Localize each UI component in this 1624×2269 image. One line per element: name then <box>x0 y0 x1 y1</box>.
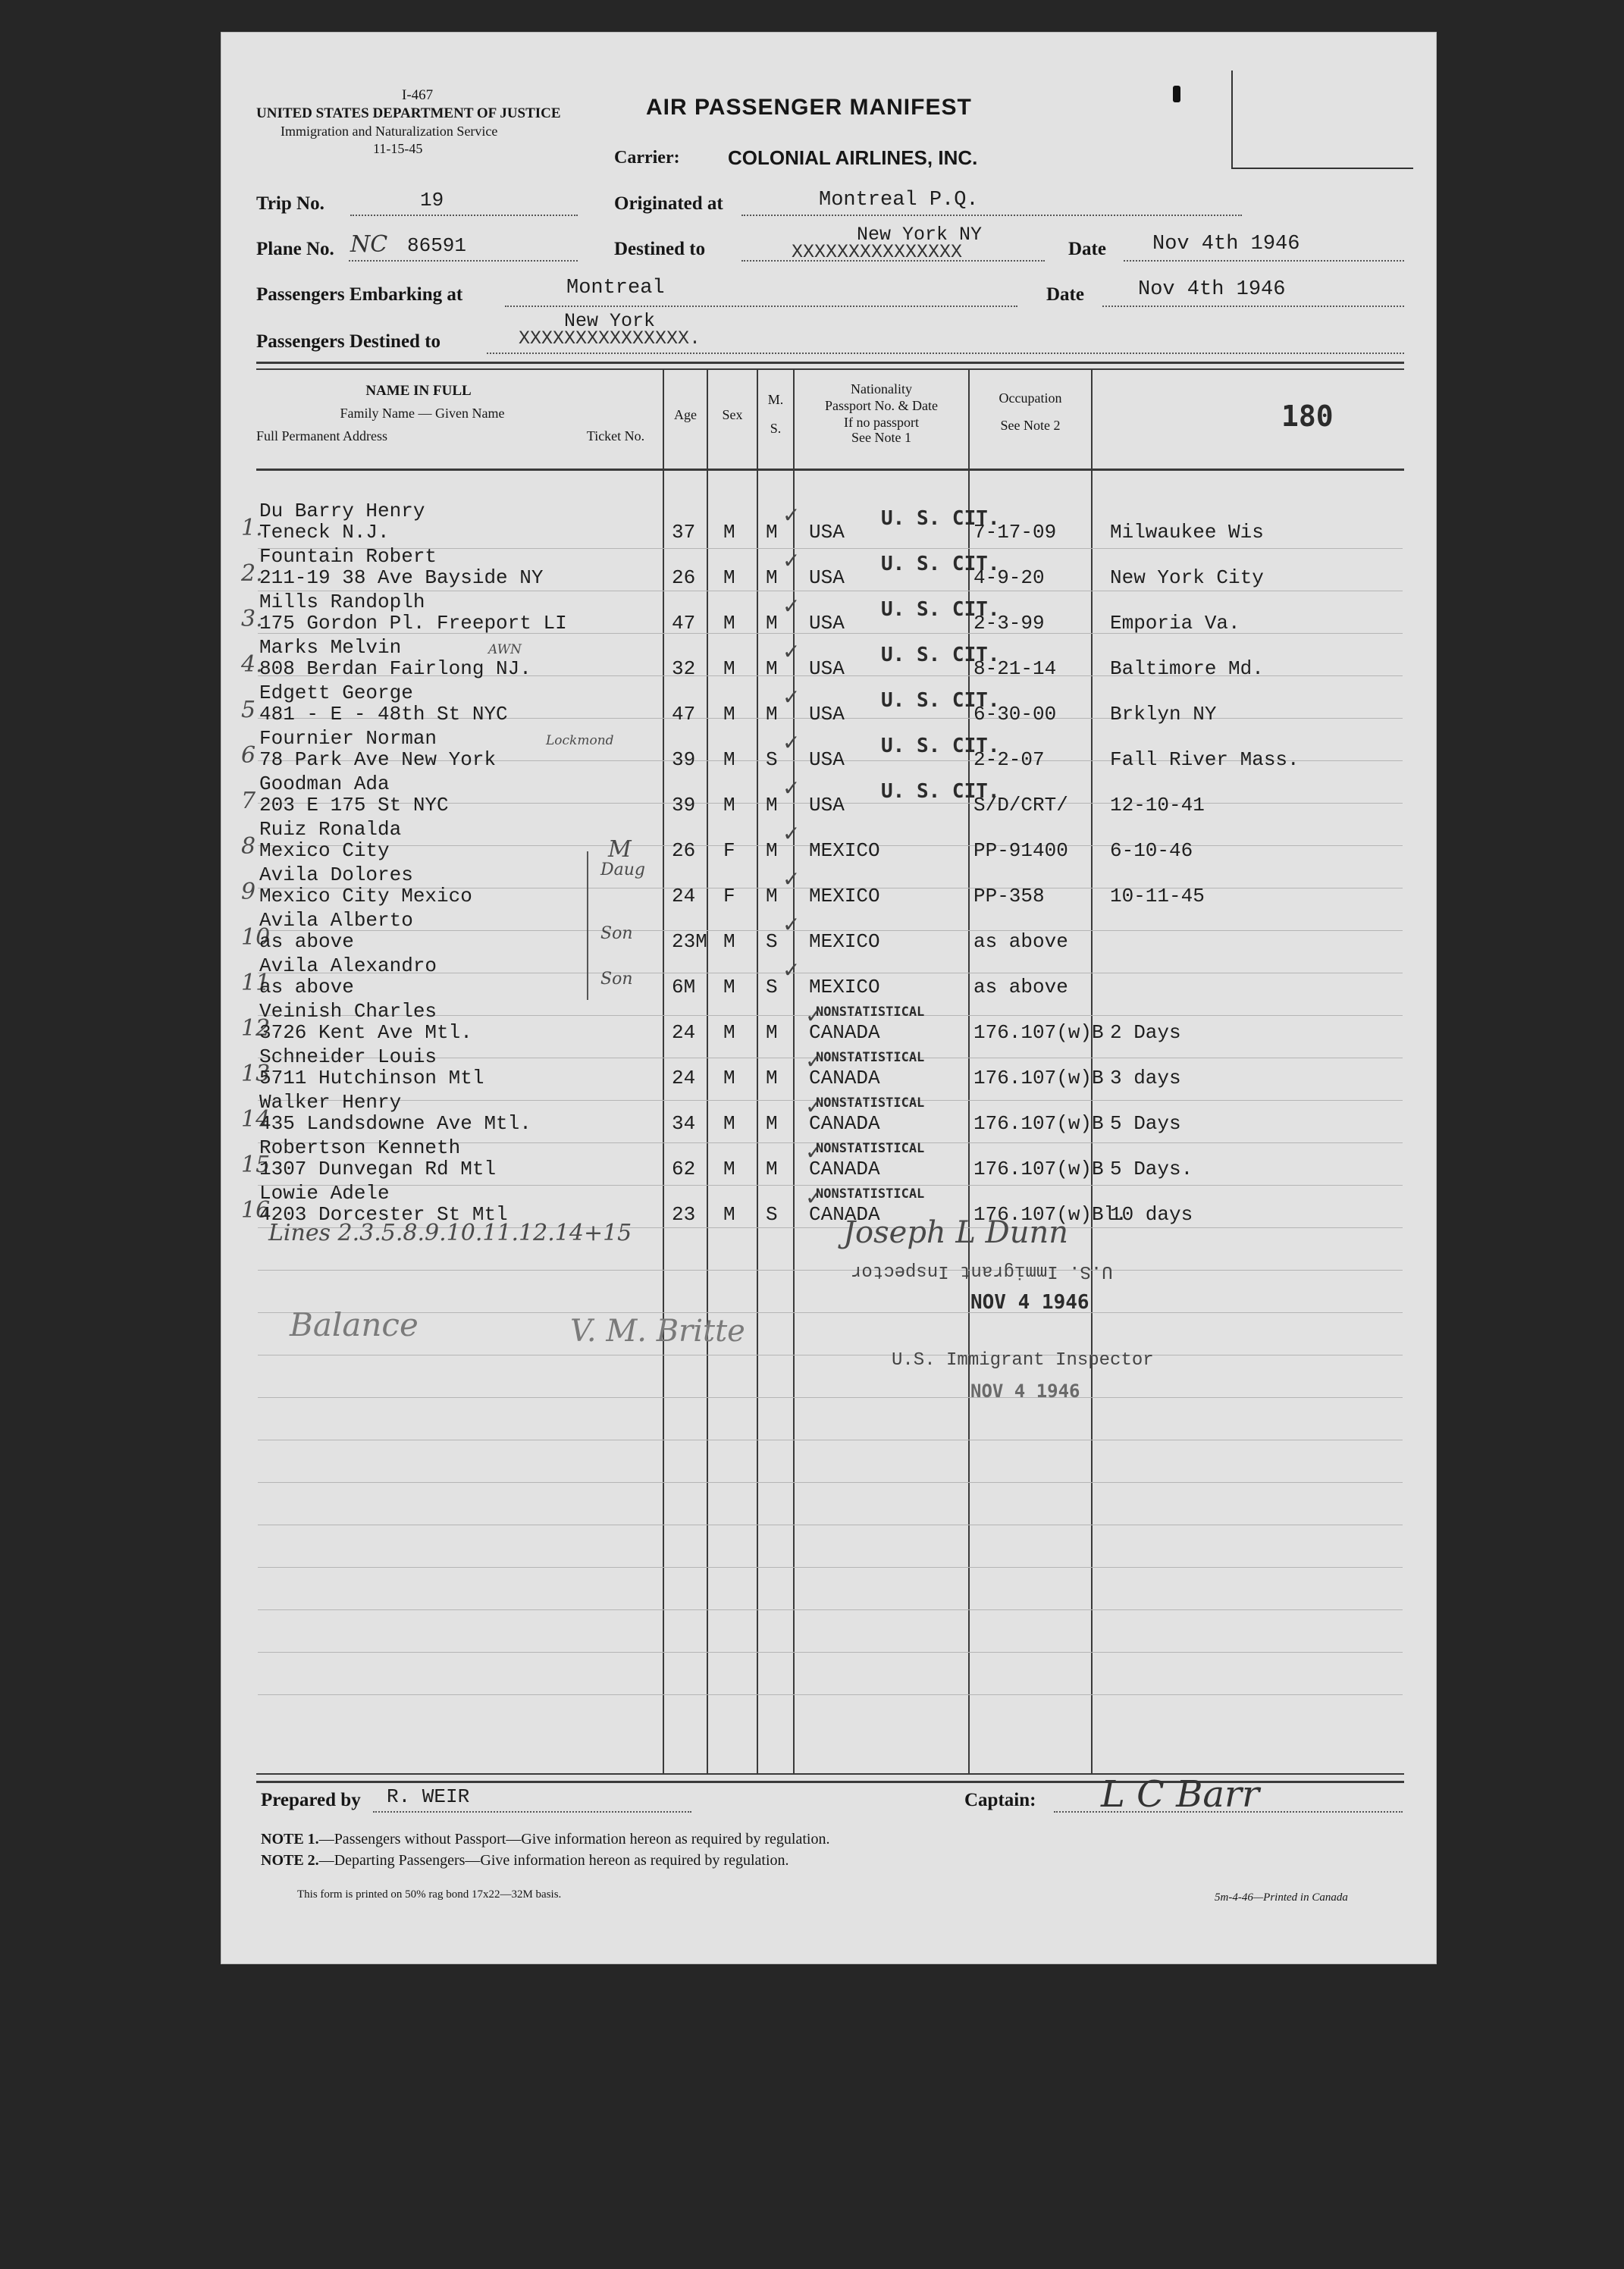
row-guide-line <box>258 1312 1403 1313</box>
inspector-stamp-upside: U.S. Immigrant Inspector <box>851 1261 1113 1281</box>
passenger-sex: M <box>723 703 735 726</box>
manifest-page <box>221 33 1436 1963</box>
passenger-address: Teneck N.J. <box>259 521 390 544</box>
passenger-name: Walker Henry <box>259 1091 402 1114</box>
passenger-row <box>221 865 1436 910</box>
passenger-age: 47 <box>672 703 696 726</box>
check-mark: ✓ <box>782 594 801 619</box>
passenger-row <box>221 501 1436 547</box>
passenger-row <box>221 729 1436 774</box>
citizenship-stamp: U. S. CIT. <box>881 553 1000 575</box>
header-name-sub: Family Name — Given Name <box>340 406 505 421</box>
header-sex: Sex <box>722 407 743 422</box>
passenger-occupation: Brklyn NY <box>1110 703 1217 726</box>
originated-value: Montreal P.Q. <box>819 189 979 212</box>
lines-note: Lines 2.3.5.8.9.10.11.12.14+15 <box>268 1220 632 1246</box>
trip-number: 19 <box>420 189 444 212</box>
print-note: This form is printed on 50% rag bond 17x22—32M basis. <box>297 1888 562 1901</box>
passenger-occupation: 10-11-45 <box>1110 885 1205 907</box>
passenger-nationality: MEXICO <box>809 930 880 953</box>
passenger-sex: F <box>723 839 735 862</box>
passenger-occupation: 3 days <box>1110 1067 1181 1089</box>
row-guide-line <box>258 1482 1403 1483</box>
passenger-age: 26 <box>672 566 696 589</box>
row-number: 6 <box>241 742 256 769</box>
passenger-nationality: MEXICO <box>809 885 880 907</box>
passenger-marital: M <box>766 1158 778 1180</box>
row-guide-line <box>258 1397 1403 1398</box>
passenger-address: 808 Berdan Fairlong NJ. <box>259 657 531 680</box>
date-value-2: Nov 4th 1946 <box>1138 278 1286 301</box>
check-mark: ✓ <box>782 957 801 983</box>
header-nat-2: Passport No. & Date <box>825 398 938 413</box>
passenger-address: 211-19 38 Ave Bayside NY <box>259 566 544 589</box>
passenger-row <box>221 956 1436 1001</box>
passenger-nationality: USA <box>809 657 845 680</box>
embarking-label: Passengers Embarking at <box>256 284 463 305</box>
note-1-label: NOTE 1. <box>261 1831 319 1847</box>
date-line-1 <box>1124 260 1404 262</box>
check-mark: ✓ <box>805 1048 823 1073</box>
passenger-passport: 8-21-14 <box>973 657 1057 680</box>
passenger-name: Lowie Adele <box>259 1182 390 1205</box>
row-number: 15 <box>241 1152 271 1178</box>
note-1 <box>261 1831 829 1848</box>
passenger-passport: 4-9-20 <box>973 566 1045 589</box>
row-number: 2. <box>241 560 263 587</box>
passenger-sex: M <box>723 1021 735 1044</box>
passenger-passport: as above <box>973 976 1068 998</box>
trip-label: Trip No. <box>256 193 324 214</box>
passenger-name: Avila Alexandro <box>259 954 437 977</box>
header-name-title: NAME IN FULL <box>365 383 472 399</box>
passenger-occupation: 2 Days <box>1110 1021 1181 1044</box>
row-number: 7 <box>241 788 256 814</box>
citizenship-stamp: U. S. CIT. <box>881 644 1000 666</box>
table-top-rule-2 <box>256 368 1404 370</box>
passenger-row <box>221 1138 1436 1183</box>
row-number: 14 <box>241 1106 271 1133</box>
passenger-address: 5711 Hutchinson Mtl <box>259 1067 484 1089</box>
passenger-passport: 176.107(w)B <box>973 1067 1104 1089</box>
row-guide-line <box>258 1652 1403 1653</box>
row-number: 1. <box>241 515 263 541</box>
plane-number: 86591 <box>407 234 467 257</box>
date-stamp-2: NOV 4 1946 <box>970 1381 1080 1402</box>
passenger-marital: M <box>766 657 778 680</box>
passenger-sex: M <box>723 1203 735 1226</box>
passenger-sex: M <box>723 566 735 589</box>
row-number: 4. <box>241 651 263 678</box>
passenger-marital: S <box>766 748 778 771</box>
passenger-sex: M <box>723 1158 735 1180</box>
passenger-marital: M <box>766 566 778 589</box>
passenger-address: 3726 Kent Ave Mtl. <box>259 1021 472 1044</box>
destined-label: Destined to <box>614 239 706 259</box>
passenger-sex: M <box>723 521 735 544</box>
passenger-age: 23 <box>672 1203 696 1226</box>
passenger-age: 47 <box>672 612 696 635</box>
header-ms-s: S. <box>770 421 782 436</box>
passenger-row <box>221 683 1436 729</box>
passenger-sex: M <box>723 657 735 680</box>
row-number: 13 <box>241 1061 271 1087</box>
passenger-address: 203 E 175 St NYC <box>259 794 449 816</box>
passenger-passport: PP-91400 <box>973 839 1068 862</box>
captain-label: Captain: <box>964 1790 1036 1810</box>
embarking-value: Montreal <box>566 277 665 299</box>
passenger-occupation: 5 Days <box>1110 1112 1181 1135</box>
department-name: UNITED STATES DEPARTMENT OF JUSTICE <box>256 105 561 121</box>
passenger-occupation: 10 days <box>1110 1203 1193 1226</box>
passenger-passport: 2-3-99 <box>973 612 1045 635</box>
passenger-marital: M <box>766 1067 778 1089</box>
passenger-marital: M <box>766 1021 778 1044</box>
date-stamp-1: NOV 4 1946 <box>970 1291 1089 1314</box>
header-address: Full Permanent Address <box>256 428 387 443</box>
passenger-age: 34 <box>672 1112 696 1135</box>
check-mark: ✓ <box>782 867 801 892</box>
balance-signature: V. M. Britte <box>570 1314 745 1349</box>
passenger-address: 1307 Dunvegan Rd Mtl <box>259 1158 497 1180</box>
prepared-label: Prepared by <box>261 1790 361 1810</box>
check-mark: ✓ <box>782 503 801 528</box>
passenger-passport: 176.107(w)Bl. <box>973 1203 1127 1226</box>
passenger-age: 39 <box>672 794 696 816</box>
passenger-passport: 176.107(w)B <box>973 1158 1104 1180</box>
passenger-sex: M <box>723 930 735 953</box>
passenger-passport: S/D/CRT/ <box>973 794 1068 816</box>
citizenship-stamp: U. S. CIT. <box>881 507 1000 530</box>
passenger-address: 435 Landsdowne Ave Mtl. <box>259 1112 531 1135</box>
row-guide-line <box>258 1694 1403 1695</box>
passenger-row <box>221 1092 1436 1138</box>
side-note-mother: M <box>608 836 632 863</box>
form-number: I-467 <box>402 87 434 103</box>
passenger-sex: M <box>723 976 735 998</box>
row-number: 10 <box>241 924 271 951</box>
destined-struck: XXXXXXXXXXXXXXX <box>792 241 963 263</box>
header-occ-1: Occupation <box>999 390 1062 406</box>
passenger-nationality: CANADA <box>809 1203 880 1226</box>
corner-box <box>1231 71 1233 169</box>
check-mark: ✓ <box>805 1139 823 1164</box>
passenger-name: Ruiz Ronalda <box>259 818 402 841</box>
header-ticket: Ticket No. <box>586 428 645 443</box>
passenger-marital: M <box>766 885 778 907</box>
citizenship-stamp: NONSTATISTICAL <box>816 1004 925 1020</box>
passenger-sex: M <box>723 1067 735 1089</box>
trip-line <box>350 215 578 216</box>
passenger-marital: M <box>766 612 778 635</box>
passenger-age: 39 <box>672 748 696 771</box>
passenger-marital: M <box>766 521 778 544</box>
prepared-line <box>373 1811 691 1813</box>
passenger-row <box>221 1047 1436 1092</box>
citizenship-stamp: NONSTATISTICAL <box>816 1050 925 1065</box>
passenger-occupation: 12-10-41 <box>1110 794 1205 816</box>
passenger-marital: M <box>766 703 778 726</box>
citizenship-stamp: U. S. CIT. <box>881 780 1000 803</box>
passenger-sex: F <box>723 885 735 907</box>
header-nat-1: Nationality <box>851 381 912 396</box>
passenger-nationality: CANADA <box>809 1112 880 1135</box>
passenger-nationality: CANADA <box>809 1158 880 1180</box>
check-mark: ✓ <box>782 776 801 801</box>
form-date: 11-15-45 <box>373 141 423 156</box>
note-1-text: —Passengers without Passport—Give information hereon as required by regulation. <box>318 1831 830 1847</box>
header-age: Age <box>674 407 697 422</box>
side-note-daughter: Daug <box>600 860 646 879</box>
passenger-name: Fournier Norman <box>259 727 437 750</box>
note-2-label: NOTE 2. <box>261 1852 319 1869</box>
passenger-age: 23M <box>672 930 707 953</box>
passenger-passport: 176.107(w)B <box>973 1112 1104 1135</box>
passenger-address: Mexico City Mexico <box>259 885 472 907</box>
row-number: 8 <box>241 833 256 860</box>
carrier-label: Carrier: <box>614 148 680 168</box>
passenger-passport: 7-17-09 <box>973 521 1057 544</box>
header-occ-2: See Note 2 <box>1000 418 1061 433</box>
citizenship-stamp: NONSTATISTICAL <box>816 1141 925 1156</box>
passenger-sex: M <box>723 794 735 816</box>
passenger-passport: 176.107(w)B <box>973 1021 1104 1044</box>
passenger-address: as above <box>259 976 354 998</box>
captain-signature: L C Barr <box>1101 1773 1259 1816</box>
passenger-age: 24 <box>672 1067 696 1089</box>
passenger-name: Fountain Robert <box>259 545 437 568</box>
side-note-son-1: Son <box>600 924 633 943</box>
passenger-name: Robertson Kenneth <box>259 1136 461 1159</box>
pass-destined-label: Passengers Destined to <box>256 331 441 352</box>
passenger-age: 24 <box>672 885 696 907</box>
date-value-1: Nov 4th 1946 <box>1152 233 1300 255</box>
pass-destined-struck: XXXXXXXXXXXXXXX. <box>519 328 701 349</box>
row-number: 11 <box>241 970 271 996</box>
passenger-name: Du Barry Henry <box>259 500 425 522</box>
row-number: 9 <box>241 879 256 905</box>
check-mark: ✓ <box>805 1003 823 1028</box>
passenger-passport: 6-30-00 <box>973 703 1057 726</box>
passenger-age: 32 <box>672 657 696 680</box>
check-mark: ✓ <box>782 912 801 937</box>
passenger-nationality: CANADA <box>809 1021 880 1044</box>
passenger-nationality: USA <box>809 748 845 771</box>
passenger-name: Marks Melvin <box>259 636 402 659</box>
row-guide-line <box>258 1609 1403 1610</box>
service-name: Immigration and Naturalization Service <box>281 124 498 139</box>
passenger-marital: M <box>766 839 778 862</box>
passenger-passport: as above <box>973 930 1068 953</box>
passenger-address: 78 Park Ave New York <box>259 748 497 771</box>
passenger-row <box>221 547 1436 592</box>
passenger-occupation: Baltimore Md. <box>1110 657 1264 680</box>
passenger-marital: S <box>766 1203 778 1226</box>
passenger-name: Avila Dolores <box>259 863 413 886</box>
date-label-2: Date <box>1046 284 1084 305</box>
passenger-passport: PP-358 <box>973 885 1045 907</box>
date-line-2 <box>1102 306 1404 307</box>
citizenship-stamp: NONSTATISTICAL <box>816 1186 925 1202</box>
passenger-marital: M <box>766 794 778 816</box>
embarking-line <box>505 306 1017 307</box>
passenger-row <box>221 774 1436 820</box>
passenger-occupation: 6-10-46 <box>1110 839 1193 862</box>
inspector-stamp: U.S. Immigrant Inspector <box>892 1350 1154 1371</box>
passenger-name: Avila Alberto <box>259 909 413 932</box>
row-number: 5 <box>241 697 256 723</box>
table-header-rule <box>256 469 1404 471</box>
page-number: 180 <box>1281 400 1334 433</box>
passenger-name: Schneider Louis <box>259 1045 437 1068</box>
passenger-row <box>221 592 1436 638</box>
passenger-sex: M <box>723 748 735 771</box>
hole-punch-mark <box>1173 86 1180 102</box>
pass-destined-value: New York <box>564 310 656 332</box>
address-correction: Lockmond <box>546 733 614 748</box>
citizenship-stamp: U. S. CIT. <box>881 689 1000 712</box>
originated-label: Originated at <box>614 193 723 214</box>
passenger-occupation: Emporia Va. <box>1110 612 1240 635</box>
passenger-nationality: USA <box>809 703 845 726</box>
passenger-occupation: Fall River Mass. <box>1110 748 1300 771</box>
passenger-row <box>221 1001 1436 1047</box>
plane-label: Plane No. <box>256 239 334 259</box>
row-number: 12 <box>241 1015 271 1042</box>
passenger-occupation: Milwaukee Wis <box>1110 521 1264 544</box>
passenger-address: 4203 Dorcester St Mtl <box>259 1203 508 1226</box>
passenger-nationality: MEXICO <box>809 976 880 998</box>
date-label-1: Date <box>1068 239 1106 259</box>
passenger-sex: M <box>723 1112 735 1135</box>
passenger-marital: S <box>766 976 778 998</box>
passenger-nationality: USA <box>809 521 845 544</box>
passenger-passport: 2-2-07 <box>973 748 1045 771</box>
inspector-signature: Joseph L Dunn <box>843 1215 1069 1250</box>
header-ms-m: M. <box>767 392 784 407</box>
row-guide-line <box>258 1567 1403 1568</box>
row-number: 16 <box>241 1197 271 1224</box>
passenger-row <box>221 820 1436 865</box>
citizenship-stamp: U. S. CIT. <box>881 735 1000 757</box>
citizenship-stamp: U. S. CIT. <box>881 598 1000 621</box>
originated-line <box>741 215 1242 216</box>
passenger-name: Goodman Ada <box>259 773 390 795</box>
balance-note: Balance <box>290 1306 419 1343</box>
check-mark: ✓ <box>782 730 801 755</box>
corner-box-bottom <box>1231 168 1413 169</box>
row-number: 3. <box>241 606 263 632</box>
passenger-nationality: USA <box>809 794 845 816</box>
passenger-age: 24 <box>672 1021 696 1044</box>
passenger-row <box>221 910 1436 956</box>
passenger-occupation: 5 Days. <box>1110 1158 1193 1180</box>
plane-prefix: NC <box>350 231 388 258</box>
form-title: AIR PASSENGER MANIFEST <box>646 95 972 120</box>
note-2 <box>261 1852 789 1869</box>
passenger-marital: M <box>766 1112 778 1135</box>
check-mark: ✓ <box>782 639 801 664</box>
passenger-nationality: USA <box>809 612 845 635</box>
passenger-age: 26 <box>672 839 696 862</box>
pass-destined-line <box>487 353 1404 354</box>
citizenship-stamp: NONSTATISTICAL <box>816 1095 925 1111</box>
table-top-rule <box>256 362 1404 364</box>
passenger-name: Mills Randoplh <box>259 591 425 613</box>
passenger-name: Veinish Charles <box>259 1000 437 1023</box>
print-code: 5m-4-46—Printed in Canada <box>1215 1891 1348 1904</box>
check-mark: ✓ <box>805 1094 823 1119</box>
passenger-address: Mexico City <box>259 839 390 862</box>
passenger-nationality: USA <box>809 566 845 589</box>
carrier-name: COLONIAL AIRLINES, INC. <box>728 146 978 169</box>
passenger-address: as above <box>259 930 354 953</box>
prepared-by: R. WEIR <box>387 1785 470 1808</box>
check-mark: ✓ <box>782 685 801 710</box>
row-guide-line <box>258 1270 1403 1271</box>
passenger-sex: M <box>723 612 735 635</box>
destined-value: New York NY <box>857 224 983 246</box>
check-mark: ✓ <box>782 821 801 846</box>
header-nat-4: See Note 1 <box>851 430 911 445</box>
passenger-occupation: New York City <box>1110 566 1264 589</box>
passenger-marital: S <box>766 930 778 953</box>
passenger-nationality: MEXICO <box>809 839 880 862</box>
passenger-age: 6M <box>672 976 696 998</box>
address-correction: AWN <box>488 642 522 657</box>
note-2-text: —Departing Passengers—Give information hereon as required by regulation. <box>318 1852 789 1869</box>
passenger-age: 62 <box>672 1158 696 1180</box>
passenger-age: 37 <box>672 521 696 544</box>
passenger-address: 175 Gordon Pl. Freeport LI <box>259 612 567 635</box>
family-bracket <box>587 851 599 1000</box>
passenger-address: 481 - E - 48th St NYC <box>259 703 508 726</box>
passenger-nationality: CANADA <box>809 1067 880 1089</box>
passenger-name: Edgett George <box>259 682 413 704</box>
check-mark: ✓ <box>805 1185 823 1210</box>
plane-line <box>349 260 578 262</box>
check-mark: ✓ <box>782 548 801 573</box>
passenger-row <box>221 638 1436 683</box>
side-note-son-2: Son <box>600 970 633 989</box>
header-nat-3: If no passport <box>844 415 919 430</box>
